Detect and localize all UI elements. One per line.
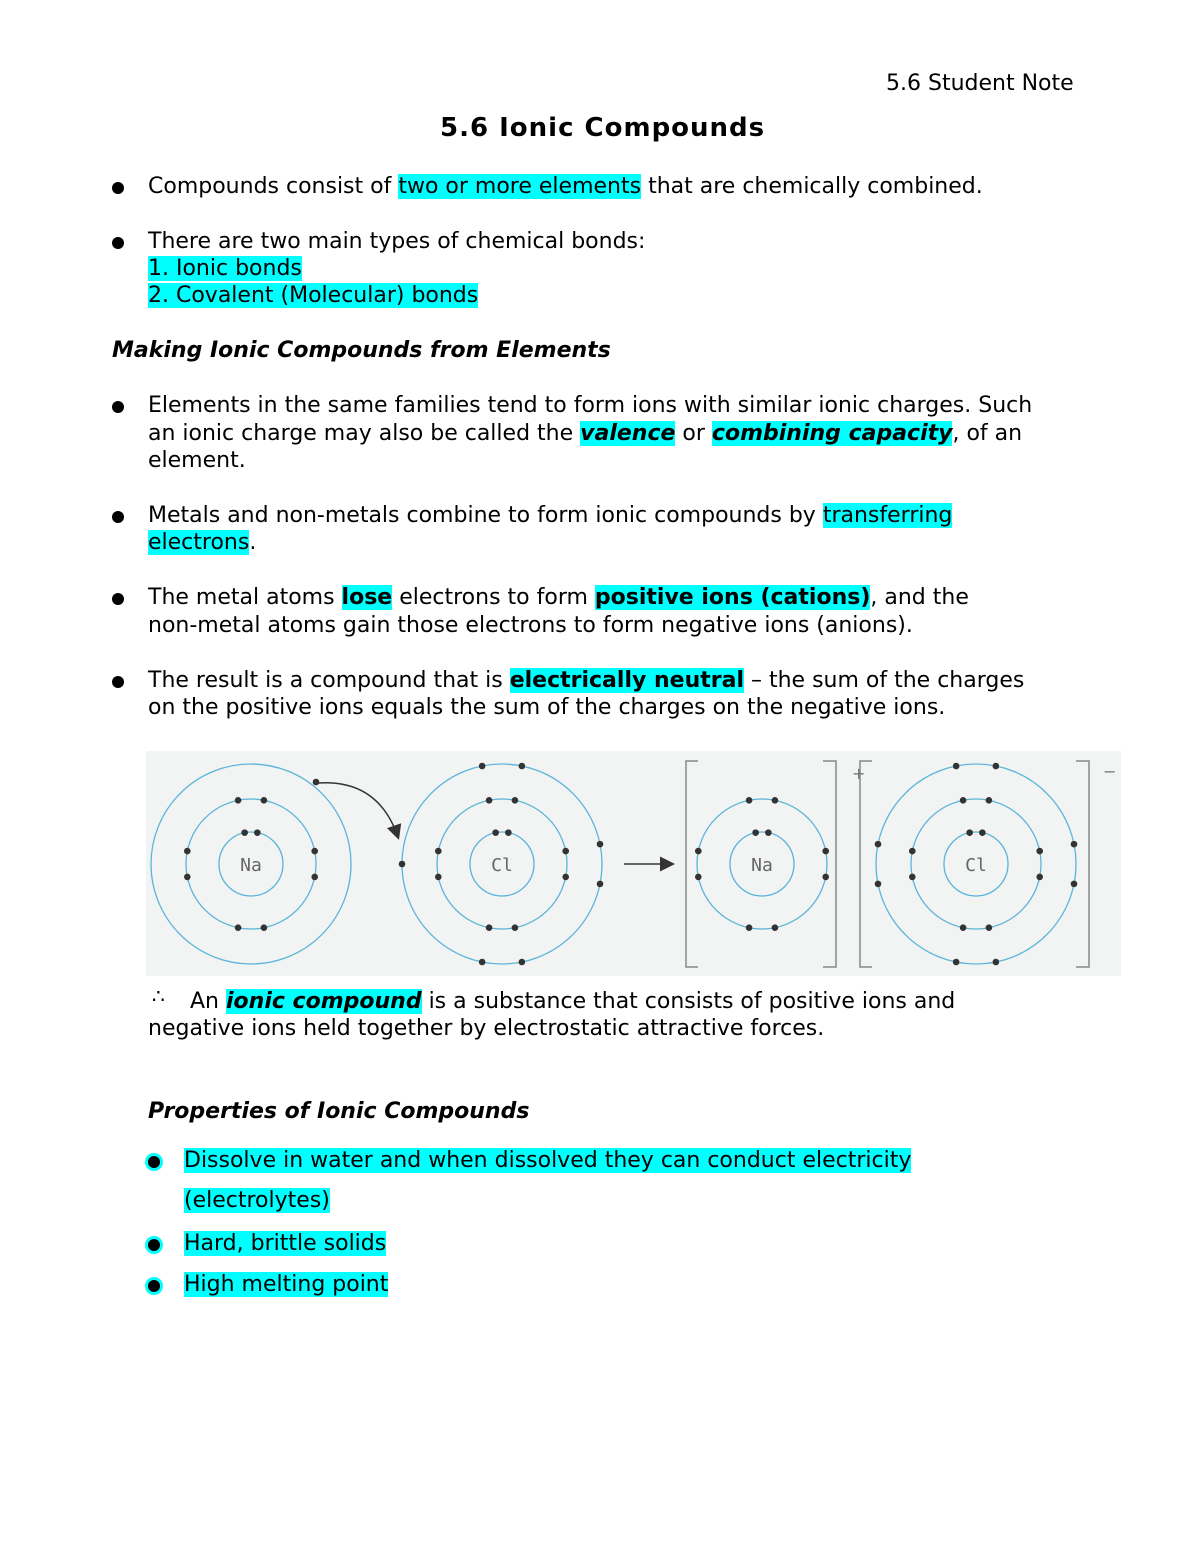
electron-dot [313,779,320,786]
electron-dot [399,861,406,868]
sodium-ion-label: Na [751,855,773,876]
electron-dot [986,924,993,931]
electron-dot [953,763,960,770]
electron-dot [909,848,916,855]
electron-transfer-svg [146,751,1121,976]
electron-dot [966,829,973,836]
chlorine-atom-label: Cl [491,855,513,876]
electron-dot [772,924,779,931]
section-heading-properties: Properties of Ionic Compounds [148,1099,530,1124]
page-title: 5.6 Ionic Compounds [440,113,766,143]
electron-dot [822,874,829,881]
electron-dot [261,924,268,931]
electron-dot [261,797,268,804]
electron-dot [311,848,318,855]
list-item-covalent-bonds: 2. Covalent (Molecular) bonds [148,283,479,308]
electron-dot [986,797,993,804]
electron-dot [1071,881,1078,888]
bracket-cl-left [860,761,872,967]
bullet [112,182,124,194]
electron-dot [822,848,829,855]
bracket-na-right [823,761,836,967]
electron-dot [953,959,960,966]
list-item-ionic-bonds: 1. Ionic bonds [148,256,302,281]
electron-dot [960,797,967,804]
electron-dot [486,924,493,931]
electron-dot [235,924,242,931]
definition-line2: negative ions held together by electrostatic attractive forces. [148,1016,825,1041]
electron-dot [960,924,967,931]
property-item-hard: Hard, brittle solids [184,1231,387,1256]
electron-transfer-arrow [318,783,398,837]
paragraph-neutral-line2: on the positive ions equals the sum of the charges on the negative ions. [148,695,946,720]
paragraph-transfer-line1: Metals and non-metals combine to form ionic compounds by transferring [148,503,953,528]
bullet [148,1156,160,1168]
electron-dot [505,829,512,836]
therefore-symbol: ∴ [152,984,165,1008]
bullet [112,401,124,413]
bullet [148,1239,160,1251]
property-item-melting: High melting point [184,1272,389,1297]
property-item-electrolytes: (electrolytes) [184,1188,330,1213]
paragraph-families-line1: Elements in the same families tend to form ions with similar ionic charges. Such [148,393,1033,418]
electron-dot [519,763,526,770]
electron-dot [512,924,519,931]
electron-dot [875,881,882,888]
electron-dot [492,829,499,836]
electron-dot [752,829,759,836]
electron-dot [695,874,702,881]
definition-line1: An ionic compound is a substance that consists of positive ions and [190,989,956,1014]
electron-dot [746,924,753,931]
paragraph-transfer-line2: electrons. [148,530,257,555]
negative-charge-label: − [1103,762,1117,781]
paragraph-cations-line1: The metal atoms lose electrons to form positive ions (cations), and the [148,585,969,610]
document-note-label: 5.6 Student Note [886,71,1074,96]
bracket-cl-right [1076,761,1089,967]
electron-dot [1036,874,1043,881]
electron-dot [746,797,753,804]
electron-dot [435,874,442,881]
electron-dot [241,829,248,836]
bullet [148,1280,160,1292]
electron-dot [512,797,519,804]
electron-dot [184,874,191,881]
ionic-bond-diagram [146,751,1121,976]
electron-dot [772,797,779,804]
electron-dot [597,841,604,848]
sodium-atom-label: Na [240,855,262,876]
electron-dot [519,959,526,966]
electron-dot [979,829,986,836]
electron-dot [311,874,318,881]
electron-dot [909,874,916,881]
bullet-compounds: Compounds consist of two or more elements that are chemically combined. [148,174,983,199]
electron-dot [695,848,702,855]
section-heading-making: Making Ionic Compounds from Elements [112,338,611,363]
positive-charge-label: + [852,764,866,783]
bullet-bond-types: There are two main types of chemical bonds: [148,229,646,254]
bullet [112,593,124,605]
paragraph-families-line3: element. [148,448,246,473]
paragraph-cations-line2: non-metal atoms gain those electrons to form negative ions (anions). [148,613,913,638]
bullet [112,676,124,688]
property-item-dissolve: Dissolve in water and when dissolved they can conduct electricity [184,1148,912,1173]
electron-dot [184,848,191,855]
electron-dot [486,797,493,804]
electron-dot [875,841,882,848]
electron-dot [254,829,261,836]
electron-dot [765,829,772,836]
electron-dot [562,848,569,855]
electron-dot [993,763,1000,770]
electron-dot [479,959,486,966]
bullet [112,237,124,249]
electron-dot [562,874,569,881]
electron-dot [1071,841,1078,848]
bracket-na-left [686,761,698,967]
electron-dot [993,959,1000,966]
electron-dot [597,881,604,888]
electron-dot [435,848,442,855]
chloride-ion-label: Cl [965,855,987,876]
bullet [112,511,124,523]
paragraph-families-line2: an ionic charge may also be called the valence or combining capacity, of an [148,421,1023,446]
electron-dot [1036,848,1043,855]
paragraph-neutral-line1: The result is a compound that is electrically neutral – the sum of the charges [148,668,1025,693]
electron-dot [235,797,242,804]
electron-dot [479,763,486,770]
